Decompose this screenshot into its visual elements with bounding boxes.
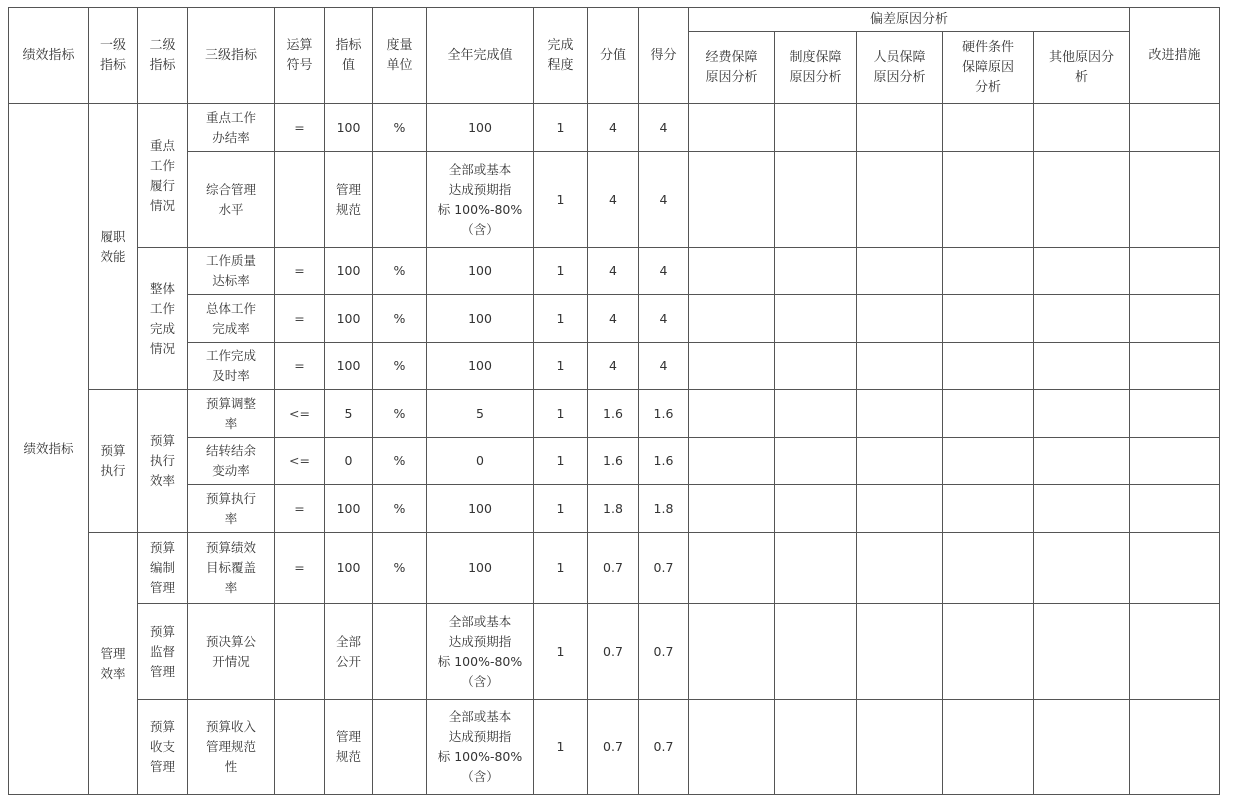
- table-row: [9, 152, 1220, 248]
- header-perf: 绩效指标: [9, 8, 89, 104]
- perf-group-cell: 绩效指标: [9, 104, 89, 795]
- level3-cell: 工作完成 及时率: [188, 343, 275, 390]
- improve-cell: [1130, 343, 1220, 390]
- operator-cell: =: [275, 485, 325, 533]
- level2-cell: 预算 收支 管理: [138, 700, 188, 795]
- score-cell: 1.8: [588, 485, 639, 533]
- improve-cell: [1130, 604, 1220, 700]
- got-cell: 0.7: [639, 700, 689, 795]
- improve-cell: [1130, 152, 1220, 248]
- level1-cell: 管理 效率: [89, 533, 138, 795]
- dev-staff-cell: [857, 700, 943, 795]
- dev-system-cell: [775, 533, 857, 604]
- table-row: [9, 295, 1220, 343]
- degree-cell: 1: [534, 604, 588, 700]
- improve-cell: [1130, 533, 1220, 604]
- level3-cell: 预算调整 率: [188, 390, 275, 438]
- dev-other-cell: [1034, 390, 1130, 438]
- annual-cell: 100: [427, 533, 534, 604]
- dev-other-cell: [1034, 438, 1130, 485]
- score-cell: 1.6: [588, 390, 639, 438]
- table-row: [9, 533, 1220, 604]
- header-annual: 全年完成值: [427, 8, 534, 104]
- score-cell: 0.7: [588, 604, 639, 700]
- dev-system-cell: [775, 438, 857, 485]
- score-cell: 4: [588, 343, 639, 390]
- unit-cell: [373, 604, 427, 700]
- operator-cell: [275, 152, 325, 248]
- annual-cell: 100: [427, 104, 534, 152]
- target-cell: 全部 公开: [325, 604, 373, 700]
- table-row: [9, 485, 1220, 533]
- header-unit: 度量 单位: [373, 8, 427, 104]
- dev-system-cell: [775, 604, 857, 700]
- degree-cell: 1: [534, 152, 588, 248]
- score-cell: 4: [588, 104, 639, 152]
- degree-cell: 1: [534, 700, 588, 795]
- header-dev-staff: 人员保障 原因分析: [857, 32, 943, 104]
- dev-funds-cell: [689, 343, 775, 390]
- header-dev-other: 其他原因分 析: [1034, 32, 1130, 104]
- dev-other-cell: [1034, 104, 1130, 152]
- improve-cell: [1130, 104, 1220, 152]
- dev-staff-cell: [857, 152, 943, 248]
- target-cell: 管理 规范: [325, 152, 373, 248]
- header-degree: 完成 程度: [534, 8, 588, 104]
- unit-cell: %: [373, 390, 427, 438]
- dev-system-cell: [775, 152, 857, 248]
- degree-cell: 1: [534, 485, 588, 533]
- annual-cell: 100: [427, 248, 534, 295]
- dev-funds-cell: [689, 152, 775, 248]
- target-cell: 100: [325, 104, 373, 152]
- operator-cell: [275, 604, 325, 700]
- dev-system-cell: [775, 700, 857, 795]
- header-score: 分值: [588, 8, 639, 104]
- got-cell: 4: [639, 248, 689, 295]
- annual-cell: 全部或基本 达成预期指 标 100%-80% （含）: [427, 700, 534, 795]
- score-cell: 4: [588, 152, 639, 248]
- dev-other-cell: [1034, 248, 1130, 295]
- score-cell: 0.7: [588, 533, 639, 604]
- unit-cell: %: [373, 343, 427, 390]
- dev-hardware-cell: [943, 104, 1034, 152]
- header-level2: 二级 指标: [138, 8, 188, 104]
- score-cell: 4: [588, 248, 639, 295]
- got-cell: 0.7: [639, 533, 689, 604]
- header-improve: 改进措施: [1130, 8, 1220, 104]
- dev-staff-cell: [857, 104, 943, 152]
- target-cell: 100: [325, 485, 373, 533]
- degree-cell: 1: [534, 390, 588, 438]
- degree-cell: 1: [534, 438, 588, 485]
- header-operator: 运算 符号: [275, 8, 325, 104]
- operator-cell: <=: [275, 390, 325, 438]
- annual-cell: 5: [427, 390, 534, 438]
- dev-staff-cell: [857, 438, 943, 485]
- dev-hardware-cell: [943, 604, 1034, 700]
- header-dev-funds: 经费保障 原因分析: [689, 32, 775, 104]
- dev-hardware-cell: [943, 485, 1034, 533]
- got-cell: 1.6: [639, 438, 689, 485]
- improve-cell: [1130, 700, 1220, 795]
- dev-funds-cell: [689, 604, 775, 700]
- unit-cell: %: [373, 438, 427, 485]
- dev-staff-cell: [857, 604, 943, 700]
- degree-cell: 1: [534, 295, 588, 343]
- dev-staff-cell: [857, 485, 943, 533]
- operator-cell: =: [275, 533, 325, 604]
- operator-cell: =: [275, 248, 325, 295]
- got-cell: 1.8: [639, 485, 689, 533]
- dev-funds-cell: [689, 533, 775, 604]
- dev-staff-cell: [857, 343, 943, 390]
- dev-system-cell: [775, 248, 857, 295]
- degree-cell: 1: [534, 533, 588, 604]
- dev-staff-cell: [857, 533, 943, 604]
- unit-cell: %: [373, 533, 427, 604]
- target-cell: 0: [325, 438, 373, 485]
- level3-cell: 综合管理 水平: [188, 152, 275, 248]
- improve-cell: [1130, 485, 1220, 533]
- dev-hardware-cell: [943, 700, 1034, 795]
- dev-other-cell: [1034, 604, 1130, 700]
- dev-hardware-cell: [943, 533, 1034, 604]
- dev-system-cell: [775, 343, 857, 390]
- improve-cell: [1130, 390, 1220, 438]
- table-row: [9, 438, 1220, 485]
- degree-cell: 1: [534, 343, 588, 390]
- level3-cell: 结转结余 变动率: [188, 438, 275, 485]
- unit-cell: [373, 152, 427, 248]
- dev-hardware-cell: [943, 438, 1034, 485]
- table-row: [9, 700, 1220, 795]
- table-row: [9, 104, 1220, 152]
- table-row: [9, 390, 1220, 438]
- dev-other-cell: [1034, 343, 1130, 390]
- dev-funds-cell: [689, 485, 775, 533]
- header-dev-hardware: 硬件条件 保障原因 分析: [943, 32, 1034, 104]
- operator-cell: =: [275, 343, 325, 390]
- target-cell: 100: [325, 533, 373, 604]
- got-cell: 4: [639, 343, 689, 390]
- dev-hardware-cell: [943, 295, 1034, 343]
- score-cell: 4: [588, 295, 639, 343]
- header-dev-system: 制度保障 原因分析: [775, 32, 857, 104]
- performance-table: [8, 7, 1220, 795]
- score-cell: 1.6: [588, 438, 639, 485]
- target-cell: 100: [325, 248, 373, 295]
- target-cell: 100: [325, 343, 373, 390]
- annual-cell: 100: [427, 295, 534, 343]
- operator-cell: [275, 700, 325, 795]
- dev-staff-cell: [857, 295, 943, 343]
- operator-cell: <=: [275, 438, 325, 485]
- improve-cell: [1130, 438, 1220, 485]
- unit-cell: %: [373, 485, 427, 533]
- table-row: [9, 604, 1220, 700]
- annual-cell: 100: [427, 485, 534, 533]
- dev-funds-cell: [689, 700, 775, 795]
- operator-cell: =: [275, 295, 325, 343]
- improve-cell: [1130, 248, 1220, 295]
- header-target: 指标 值: [325, 8, 373, 104]
- level2-cell: 预算 执行 效率: [138, 390, 188, 533]
- dev-funds-cell: [689, 248, 775, 295]
- dev-other-cell: [1034, 533, 1130, 604]
- level3-cell: 预决算公 开情况: [188, 604, 275, 700]
- dev-funds-cell: [689, 104, 775, 152]
- header-got: 得分: [639, 8, 689, 104]
- header-level3: 三级指标: [188, 8, 275, 104]
- level1-cell: 履职 效能: [89, 104, 138, 390]
- unit-cell: %: [373, 248, 427, 295]
- header-deviation: 偏差原因分析: [689, 8, 1130, 32]
- dev-hardware-cell: [943, 152, 1034, 248]
- dev-funds-cell: [689, 438, 775, 485]
- level3-cell: 预算绩效 目标覆盖 率: [188, 533, 275, 604]
- annual-cell: 100: [427, 343, 534, 390]
- got-cell: 4: [639, 104, 689, 152]
- level2-cell: 整体 工作 完成 情况: [138, 248, 188, 390]
- dev-hardware-cell: [943, 343, 1034, 390]
- level2-cell: 重点 工作 履行 情况: [138, 104, 188, 248]
- unit-cell: %: [373, 295, 427, 343]
- dev-funds-cell: [689, 295, 775, 343]
- unit-cell: %: [373, 104, 427, 152]
- table-row: [9, 343, 1220, 390]
- dev-system-cell: [775, 104, 857, 152]
- target-cell: 100: [325, 295, 373, 343]
- level3-cell: 预算收入 管理规范 性: [188, 700, 275, 795]
- table-row: [9, 248, 1220, 295]
- got-cell: 4: [639, 295, 689, 343]
- dev-other-cell: [1034, 152, 1130, 248]
- level1-cell: 预算 执行: [89, 390, 138, 533]
- operator-cell: =: [275, 104, 325, 152]
- level3-cell: 预算执行 率: [188, 485, 275, 533]
- header-level1: 一级 指标: [89, 8, 138, 104]
- level3-cell: 工作质量 达标率: [188, 248, 275, 295]
- improve-cell: [1130, 295, 1220, 343]
- dev-staff-cell: [857, 390, 943, 438]
- degree-cell: 1: [534, 248, 588, 295]
- dev-other-cell: [1034, 700, 1130, 795]
- dev-other-cell: [1034, 485, 1130, 533]
- degree-cell: 1: [534, 104, 588, 152]
- dev-funds-cell: [689, 390, 775, 438]
- level3-cell: 重点工作 办结率: [188, 104, 275, 152]
- target-cell: 管理 规范: [325, 700, 373, 795]
- got-cell: 1.6: [639, 390, 689, 438]
- dev-hardware-cell: [943, 248, 1034, 295]
- level2-cell: 预算 编制 管理: [138, 533, 188, 604]
- dev-system-cell: [775, 390, 857, 438]
- got-cell: 0.7: [639, 604, 689, 700]
- unit-cell: [373, 700, 427, 795]
- annual-cell: 全部或基本 达成预期指 标 100%-80% （含）: [427, 604, 534, 700]
- level3-cell: 总体工作 完成率: [188, 295, 275, 343]
- score-cell: 0.7: [588, 700, 639, 795]
- dev-staff-cell: [857, 248, 943, 295]
- dev-system-cell: [775, 485, 857, 533]
- dev-other-cell: [1034, 295, 1130, 343]
- performance-table-container: [8, 7, 1220, 795]
- annual-cell: 全部或基本 达成预期指 标 100%-80% （含）: [427, 152, 534, 248]
- dev-system-cell: [775, 295, 857, 343]
- target-cell: 5: [325, 390, 373, 438]
- annual-cell: 0: [427, 438, 534, 485]
- dev-hardware-cell: [943, 390, 1034, 438]
- got-cell: 4: [639, 152, 689, 248]
- level2-cell: 预算 监督 管理: [138, 604, 188, 700]
